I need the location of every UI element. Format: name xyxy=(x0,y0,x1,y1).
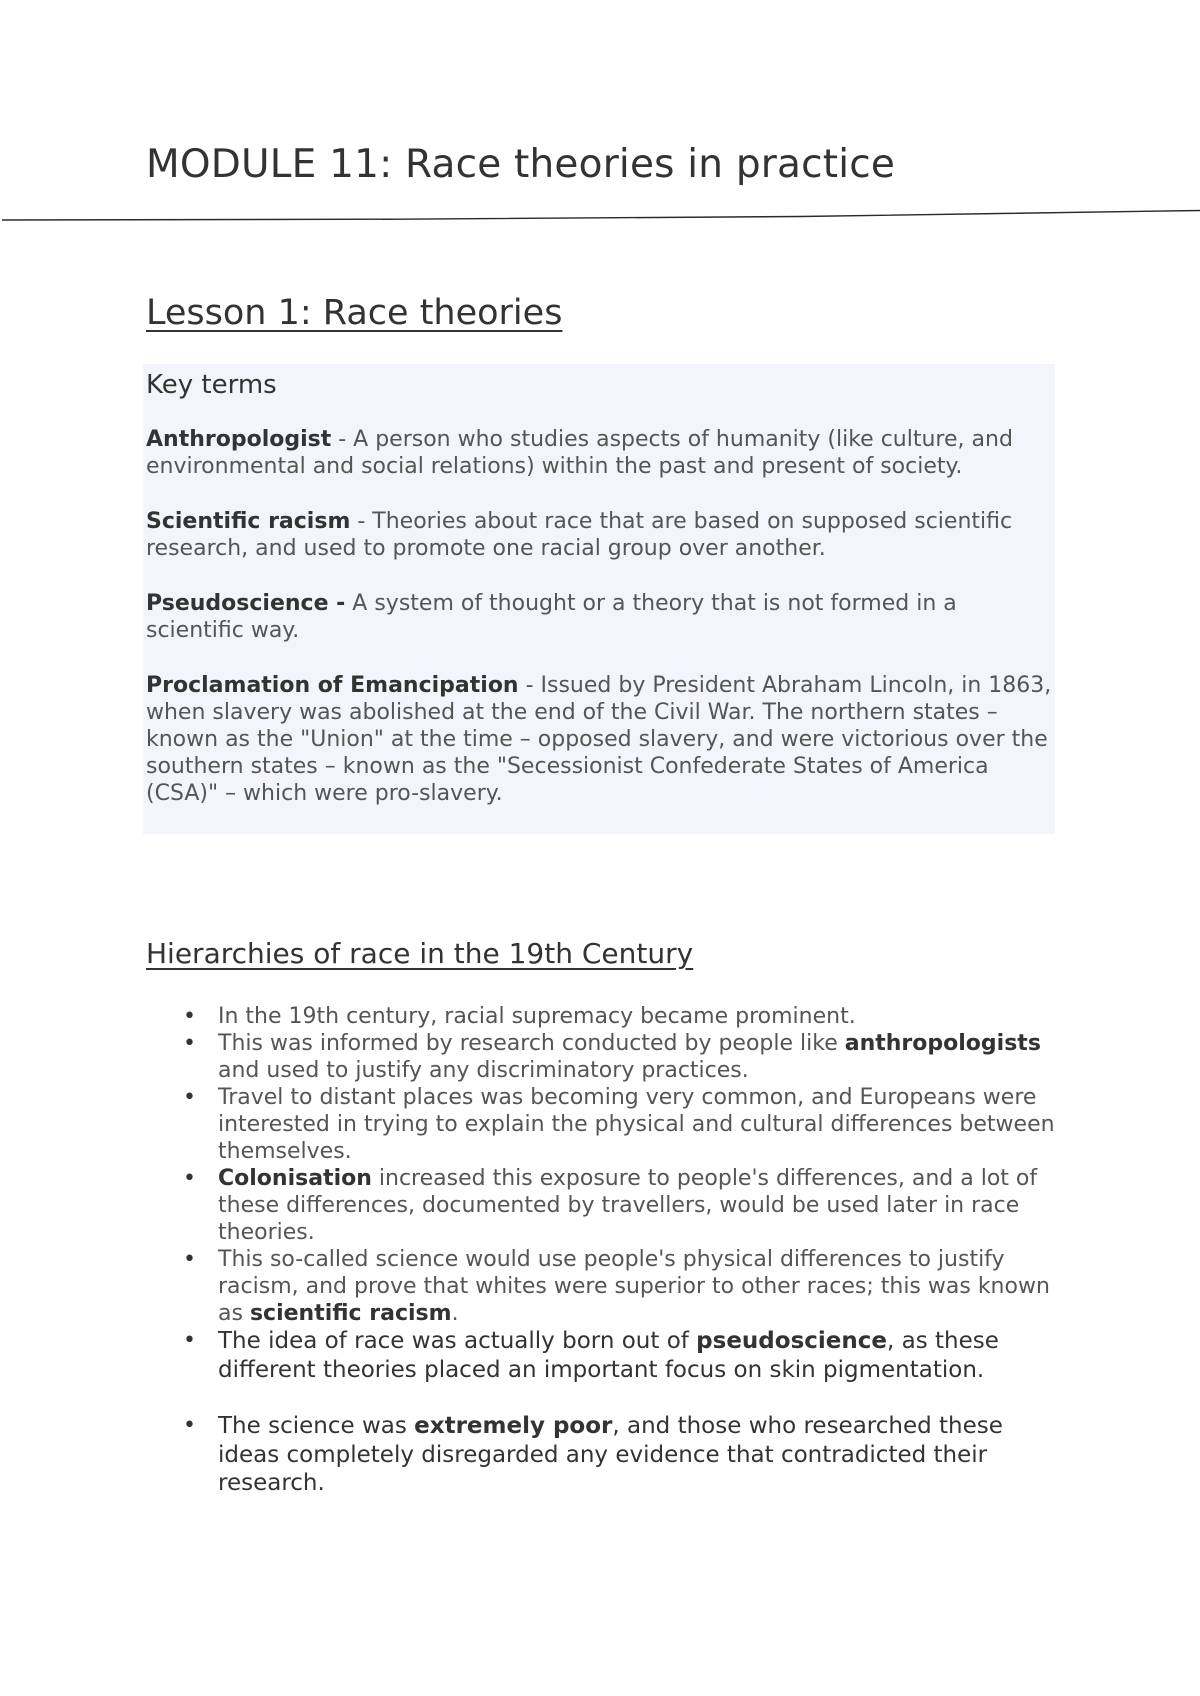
bullet-icon: • xyxy=(183,1031,196,1056)
term-definition: - Issued by President Abraham Lincoln, in 1863, when slavery was abolished at the end of the Civil War. The northern states – known as the "Union" at the time – opposed slavery, and were victorious over the southern states – known as the "Secessionist Confederate States of America (CSA)" – which were pro-slavery. xyxy=(146,673,1052,806)
list-item xyxy=(183,1327,1068,1384)
list-item xyxy=(183,1003,1068,1030)
lesson-title: Lesson 1: Race theories xyxy=(146,293,563,333)
term-label: Scientific racism xyxy=(146,509,351,534)
list-item xyxy=(183,1165,1068,1246)
bullet-text: The science was xyxy=(218,1413,415,1439)
term-label: Anthropologist xyxy=(146,427,332,452)
list-item xyxy=(183,1246,1068,1327)
term-definition: A system of thought or a theory that is not formed in a scientific way. xyxy=(146,591,957,643)
bullet-bold-term: anthropologists xyxy=(844,1031,1041,1056)
bullet-bold-term: extremely poor xyxy=(414,1413,613,1439)
term-scientific-racism xyxy=(146,508,1052,562)
bullet-text: increased this exposure to people's differences, and a lot of these differences, documented by travellers, would be used later in race theories. xyxy=(218,1166,1038,1245)
term-label: Proclamation of Emancipation xyxy=(146,673,519,698)
bullet-text: This was informed by research conducted by people like xyxy=(218,1031,845,1056)
bullet-icon: • xyxy=(183,1004,196,1029)
bullet-text: The idea of race was actually born out of xyxy=(218,1328,697,1354)
bullet-icon: • xyxy=(183,1328,196,1353)
list-item xyxy=(183,1412,1068,1498)
key-terms-heading: Key terms xyxy=(146,370,277,400)
list-item xyxy=(183,1084,1068,1165)
title-divider xyxy=(0,204,1200,228)
term-anthropologist xyxy=(146,426,1052,480)
bullet-bold-term: scientific racism xyxy=(249,1301,452,1326)
hierarchies-bullet-list xyxy=(183,1003,1068,1498)
page-title: MODULE 11: Race theories in practice xyxy=(146,142,896,187)
bullet-icon: • xyxy=(183,1413,196,1438)
bullet-text: In the 19th century, racial supremacy became prominent. xyxy=(218,1004,856,1029)
bullet-icon: • xyxy=(183,1247,196,1272)
bullet-text: , and those who researched these ideas completely disregarded any evidence that contradicted their research. xyxy=(218,1413,1003,1496)
bullet-bold-term: pseudoscience xyxy=(696,1328,887,1354)
term-label: Pseudoscience - xyxy=(146,591,346,616)
term-proclamation-of-emancipation xyxy=(146,672,1052,807)
bullet-text: . xyxy=(451,1301,459,1326)
bullet-icon: • xyxy=(183,1085,196,1110)
term-definition: - A person who studies aspects of humanity (like culture, and environmental and social relations) within the past and present of society. xyxy=(146,427,1013,479)
bullet-bold-term: Colonisation xyxy=(218,1166,372,1191)
bullet-text: and used to justify any discriminatory practices. xyxy=(218,1058,749,1083)
bullet-icon: • xyxy=(183,1166,196,1191)
bullet-text: , as these different theories placed an important focus on skin pigmentation. xyxy=(218,1328,999,1383)
key-terms-box xyxy=(143,364,1055,834)
term-pseudoscience xyxy=(146,590,1052,644)
term-definition: - Theories about race that are based on supposed scientific research, and used to promote one racial group over another. xyxy=(146,509,1013,561)
bullet-text: Travel to distant places was becoming very common, and Europeans were interested in trying to explain the physical and cultural differences between themselves. xyxy=(218,1085,1055,1164)
list-item xyxy=(183,1030,1068,1084)
section-title-hierarchies: Hierarchies of race in the 19th Century xyxy=(146,937,694,970)
bullet-text: This so-called science would use people's physical differences to justify racism, and prove that whites were superior to other races; this was known as xyxy=(218,1247,1050,1326)
